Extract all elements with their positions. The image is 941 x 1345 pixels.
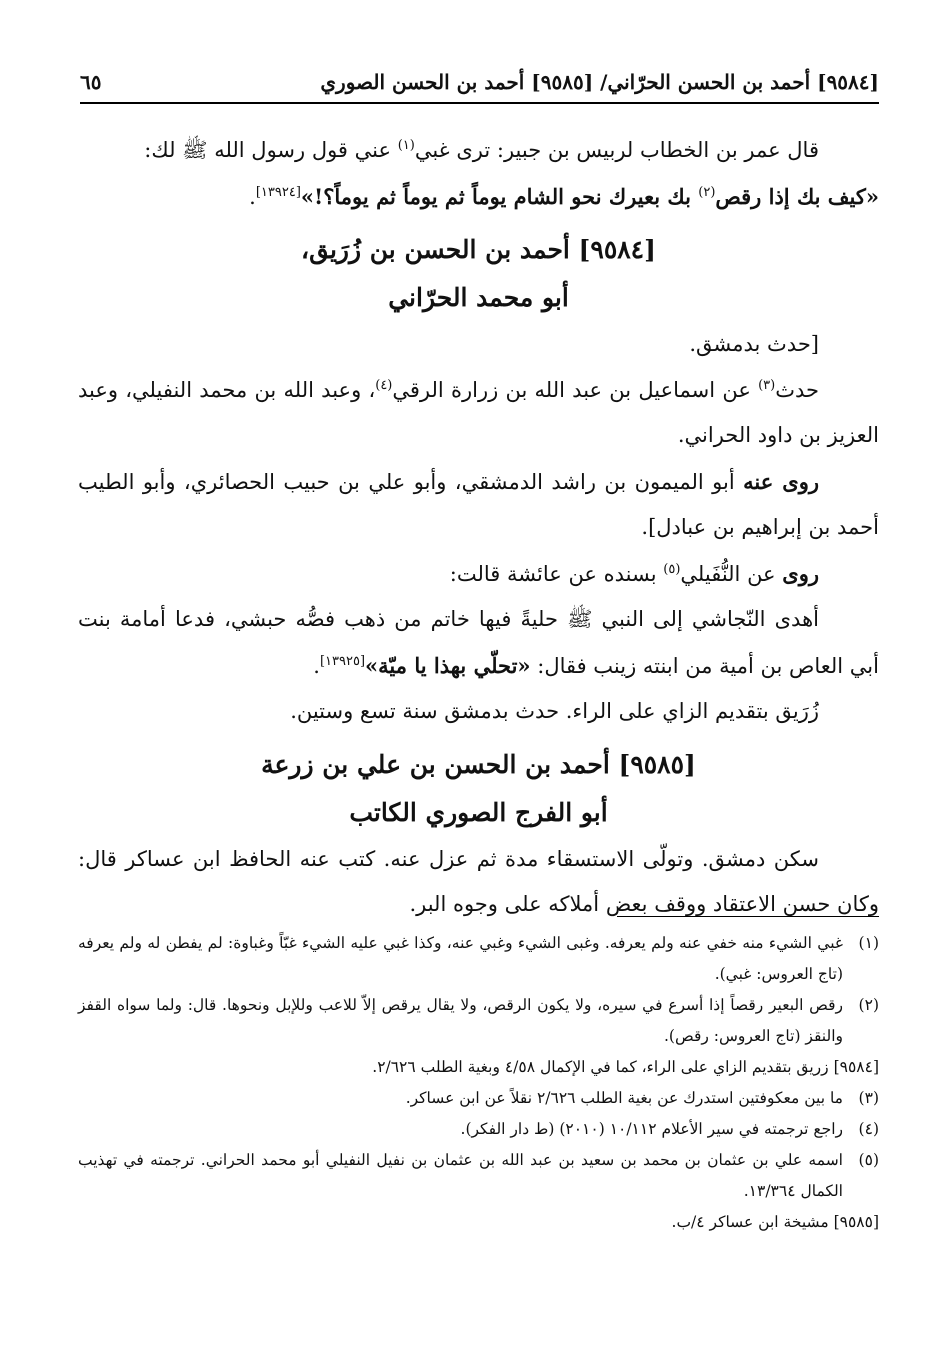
entry-source-note: [٩٥٨٤] زريق بتقديم الزاي على الراء، كما في الإكمال ٤/٥٨ وبغية الطلب ٢/٦٢٦. — [372, 1058, 879, 1076]
footnote-ref: (٥) — [663, 561, 681, 577]
footnote-mark: (٢) — [858, 996, 879, 1014]
paragraph: زُرَيق بتقديم الزاي على الراء. حدث بدمشق سنة تسع وستين. — [290, 699, 819, 723]
quote-text-a: «كيف بك إذا رقص — [715, 183, 879, 209]
footnote-ref: (٢) — [698, 184, 716, 200]
footnote-mark: (٥) — [858, 1151, 879, 1169]
footnote-ref: (٤) — [375, 377, 393, 393]
hadith-quote — [78, 174, 879, 221]
footnote — [78, 1083, 879, 1114]
footnotes — [78, 928, 879, 1238]
footnote-ref: (٣) — [758, 377, 776, 393]
lead-word: روى — [782, 560, 819, 586]
footnote-rule — [617, 916, 879, 917]
paragraph-text: ، وعبد الله بن محمد النفيلي، وعبد العزيز بن داود الحراني. — [78, 377, 879, 447]
footnote — [78, 1114, 879, 1145]
footnote-text: اسمه علي بن عثمان بن محمد بن سعيد بن عبد الله بن عثمان بن نفيل النفيلي أبو محمد الحراني. ترجمته في تهذيب الكمال ١٣/٣٦٤. — [78, 1151, 843, 1200]
intro-paragraph — [78, 128, 879, 174]
footnote-mark: (١) — [858, 934, 879, 952]
footnote-text: رقص البعير رقصاً إذا أسرع في سيره، ولا يكون الرقص، ولا يقال يرقص إلاّ للاعب وللإبل ونحوها. قال: ولما سواه القفز والنقز (تاج العروس: رقص). — [78, 996, 843, 1045]
footnote-text: راجع ترجمته في سير الأعلام ١٠/١١٢ (٢٠١٠) (ط دار الفكر). — [460, 1120, 843, 1138]
footnote — [78, 1145, 879, 1207]
paragraph: [حدث بدمشق. — [689, 332, 819, 356]
entry-heading-line2: أبو الفرج الصوري الكاتب — [349, 797, 608, 827]
paragraph-text: عن النُّفَيلي — [680, 561, 783, 586]
page-header — [80, 64, 879, 100]
hadith-number: [١٣٩٢٤] — [255, 184, 301, 200]
paragraph-text: عن اسماعيل بن عبد الله بن زرارة الرقي — [392, 377, 759, 402]
footnote-mark: (٤) — [858, 1120, 879, 1138]
footnote-ref: (١) — [397, 138, 415, 153]
main-text — [78, 128, 879, 928]
entry-heading-line2: أبو محمد الحرّاني — [388, 283, 569, 312]
quote-text-b: بك بعيرك نحو الشام يوماً ثم يوماً ثم يوماً؟!» — [300, 183, 699, 209]
lead-word: روى عنه — [743, 468, 820, 494]
footnote-text: ما بين معكوفتين استدرك عن بغية الطلب ٢/٦٢٦ نقلاً عن ابن عساكر. — [405, 1089, 843, 1107]
footnote — [78, 990, 879, 1052]
paragraph-text: أهدى النّجاشي إلى النبي ﷺ حليةً فيها خاتم من ذهب فصُّه حبشي، فدعا أمامة بنت أبي العاص بن أمية من ابنته زينب فقال: — [78, 607, 879, 678]
header-rule — [80, 102, 879, 104]
paragraph-end: . — [313, 653, 320, 678]
running-head: [٩٥٨٤] أحمد بن الحسن الحرّاني/ [٩٥٨٥] أحمد بن الحسن الصوري — [320, 70, 879, 94]
entry-heading-line1: [٩٥٨٥] أحمد بن الحسن بن علي بن زرعة — [261, 749, 696, 779]
paragraph — [78, 597, 879, 689]
hadith-number: [١٣٩٢٥] — [319, 653, 366, 669]
paragraph — [78, 368, 879, 459]
paragraph — [78, 459, 879, 551]
intro-text: قال عمر بن الخطاب لربيس بن جبير: ترى غبي — [414, 138, 819, 162]
paragraph-text: حدث — [775, 377, 820, 402]
entry-source-note: [٩٥٨٥] مشيخة ابن عساكر ٤/ب. — [671, 1213, 879, 1231]
paragraph — [78, 551, 879, 598]
entry-heading — [78, 741, 879, 837]
footnote-mark: (٣) — [858, 1089, 879, 1107]
entry-heading — [78, 226, 879, 322]
page-number: ٦٥ — [80, 70, 102, 94]
quote-end: . — [249, 184, 256, 209]
footnote-text: غبي الشيء منه خفي عنه ولم يعرفه. وغبى الشيء وغبي عنه، وكذا غبي عليه الشيء غبّاً وغباوة: لم يفطن له ولم يعرفه (تاج العروس: غبي). — [78, 934, 843, 983]
hadith-quote: «تحلّي بهذا يا ميّة» — [365, 652, 531, 678]
paragraph: سكن دمشق. وتولّى الاستسقاء مدة ثم عزل عنه. كتب عنه الحافظ ابن عساكر قال: وكان حسن الاعتقاد ووقف بعض أملاكه على وجوه البر. — [78, 846, 879, 916]
paragraph-text: أبو الميمون بن راشد الدمشقي، وأبو علي بن حبيب الحصائري، وأبو الطيب أحمد بن إبراهيم بن عبادل]. — [78, 469, 879, 539]
entry-heading-line1: [٩٥٨٤] أحمد بن الحسن بن زُرَيق، — [301, 235, 656, 264]
intro-text-tail: عني قول رسول الله ﷺ لك: — [144, 138, 398, 162]
footnote — [78, 928, 879, 990]
paragraph-text: بسنده عن عائشة قالت: — [449, 561, 664, 586]
